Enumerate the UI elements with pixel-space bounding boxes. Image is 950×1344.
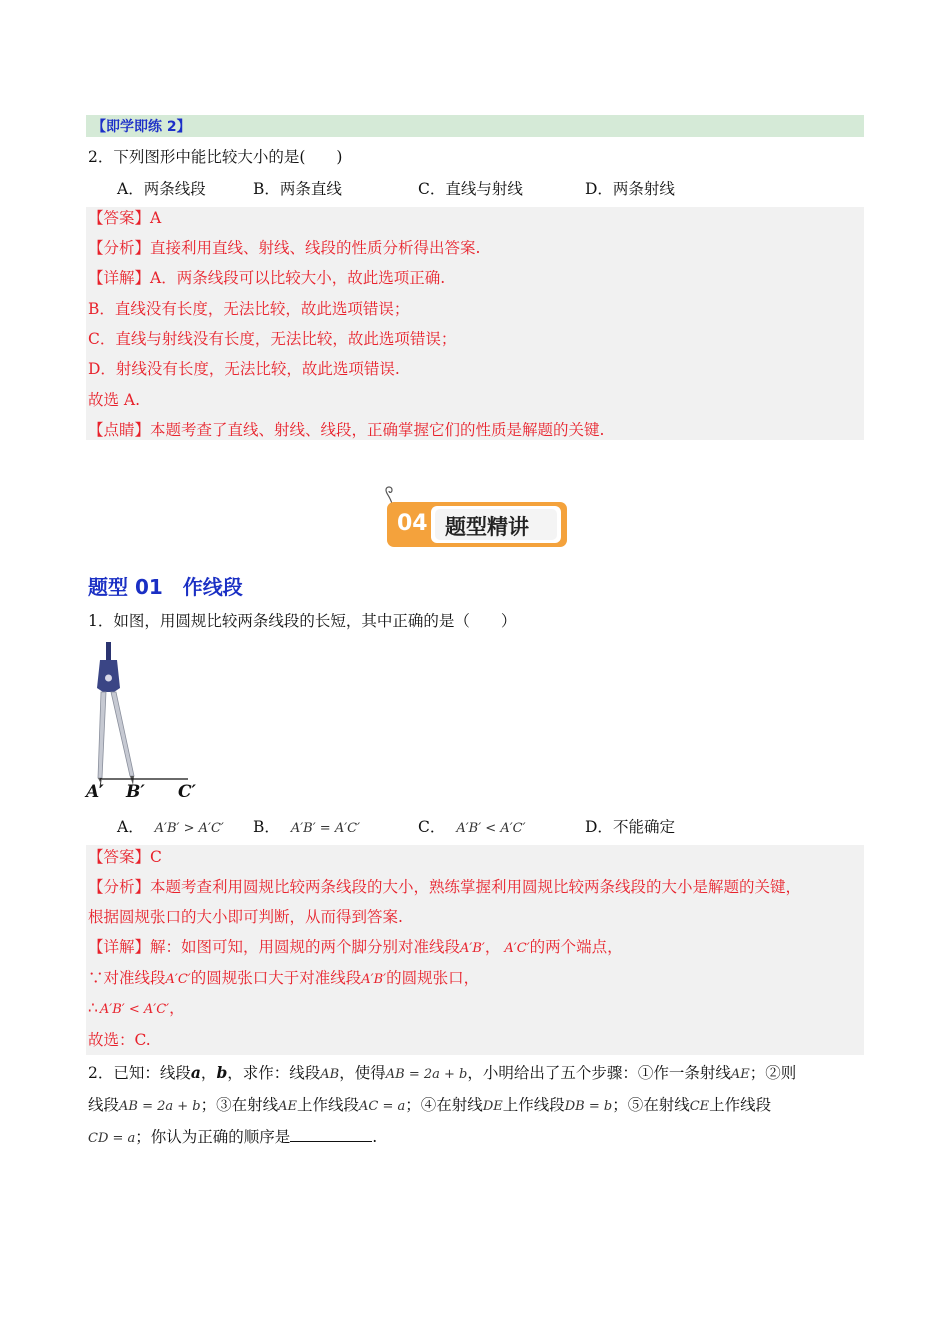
q1-option-a-letter: A． bbox=[117, 818, 144, 836]
detail-text: A．两条线段可以比较大小，故此选项正确. bbox=[150, 269, 446, 287]
q1-option-c bbox=[418, 815, 526, 837]
analysis-tag: 【分析】 bbox=[88, 239, 151, 257]
q2-text: ， bbox=[200, 1064, 217, 1082]
q1-detail-text-a: 解：如图可知，用圆规的两个脚分别对准线段 bbox=[150, 938, 461, 956]
q1-because-c: 的圆规张口， bbox=[386, 969, 480, 987]
practice-option-a: A．两条线段 bbox=[117, 180, 206, 198]
q2-line-2 bbox=[88, 1095, 771, 1117]
compass-left-leg bbox=[98, 692, 106, 778]
q1-analysis-line bbox=[88, 877, 801, 897]
banner-title: 题型精讲 bbox=[445, 515, 529, 539]
q2-text: ；④在射线 bbox=[405, 1096, 483, 1114]
answer-tag: 【答案】 bbox=[88, 209, 151, 227]
practice-remark-line bbox=[88, 420, 604, 440]
remark-text: 本题考查了直线、射线、线段，正确掌握它们的性质是解题的关键. bbox=[150, 421, 605, 439]
q1-answer-line bbox=[88, 847, 162, 867]
label-b-prime: B′ bbox=[126, 782, 145, 802]
q1-analysis-tag: 【分析】 bbox=[88, 878, 151, 896]
q2-text: ；⑤在射线 bbox=[612, 1096, 690, 1114]
q1-option-c-math: A′B′ < A′C′ bbox=[456, 821, 526, 836]
q2-line-1 bbox=[88, 1063, 796, 1085]
section-banner bbox=[387, 502, 567, 547]
q1-question: 1．如图，用圆规比较两条线段的长短，其中正确的是（ ） bbox=[88, 612, 517, 630]
q2-line-3 bbox=[88, 1127, 377, 1149]
practice-detail-c: C．直线与射线没有长度，无法比较，故此选项错误； bbox=[88, 330, 457, 348]
q2-math: CE bbox=[689, 1099, 710, 1114]
q2-text: ，求作：线段 bbox=[227, 1064, 321, 1082]
q1-answer-value: C bbox=[150, 848, 162, 866]
practice-detail-b: B．直线没有长度，无法比较，故此选项错误； bbox=[88, 300, 410, 318]
q1-therefore-b: ， bbox=[169, 999, 185, 1017]
compass-knob bbox=[106, 642, 111, 660]
q1-option-b-letter: B． bbox=[253, 818, 280, 836]
q2-math: AC = a bbox=[359, 1099, 406, 1114]
practice-detail-line bbox=[88, 268, 445, 288]
section-title: 题型 01 作线段 bbox=[88, 575, 243, 599]
practice-label: 【即学即练 2】 bbox=[92, 119, 191, 135]
q1-option-b-math: A′B′ = A′C′ bbox=[290, 821, 361, 836]
answer-blank[interactable] bbox=[290, 1127, 372, 1142]
q1-option-a bbox=[117, 815, 224, 837]
practice-detail-d: D．射线没有长度，无法比较，故此选项错误. bbox=[88, 360, 400, 378]
q1-option-d bbox=[585, 815, 675, 837]
label-a-prime: A′ bbox=[86, 782, 104, 802]
compass-hinge bbox=[105, 675, 112, 682]
q2-var-b: b bbox=[216, 1063, 228, 1082]
q2-text: 上作线段 bbox=[502, 1096, 565, 1114]
q2-math: DB = b bbox=[564, 1099, 613, 1114]
q2-text: ；你认为正确的顺序是 bbox=[135, 1128, 291, 1146]
q2-math: AB bbox=[320, 1067, 340, 1082]
banner-number: 04 bbox=[397, 511, 428, 536]
q1-conclusion: 故选：C. bbox=[88, 1031, 151, 1049]
q2-math: AE bbox=[278, 1099, 298, 1114]
q2-text: ；②则 bbox=[749, 1064, 797, 1082]
q2-math: AE bbox=[730, 1067, 750, 1082]
q2-math: AB = 2a + b bbox=[385, 1067, 468, 1082]
q1-therefore-line bbox=[88, 998, 185, 1020]
q2-var-a: a bbox=[190, 1063, 201, 1082]
q1-therefore-math: A′B′ < A′C′ bbox=[99, 1002, 170, 1017]
q1-detail-math-1: A′B′ bbox=[460, 941, 485, 956]
q2-text: . bbox=[372, 1128, 378, 1146]
q1-detail-text-c: 的两个端点， bbox=[529, 938, 623, 956]
q2-text: ；③在射线 bbox=[200, 1096, 279, 1114]
practice-option-d: D．两条射线 bbox=[585, 180, 675, 198]
compass-right-leg bbox=[111, 692, 134, 776]
q1-detail-math-2: A′C′ bbox=[504, 941, 530, 956]
q2-text: 线段 bbox=[88, 1096, 120, 1114]
q1-detail-tag: 【详解】 bbox=[88, 938, 151, 956]
detail-tag: 【详解】 bbox=[88, 269, 151, 287]
q2-math: AB = 2a + b bbox=[119, 1099, 201, 1114]
q2-text: ，使得 bbox=[339, 1064, 386, 1082]
q1-option-c-letter: C． bbox=[418, 818, 446, 836]
q2-text: 上作线段 bbox=[297, 1096, 360, 1114]
q1-because-line bbox=[88, 968, 479, 990]
practice-answer-line bbox=[88, 208, 161, 228]
practice-header-bar bbox=[86, 115, 864, 137]
q2-math: DE bbox=[482, 1099, 503, 1114]
answer-value: A bbox=[150, 209, 162, 227]
q1-detail-text-b: ， bbox=[484, 938, 501, 956]
q2-math: CD = a bbox=[88, 1131, 136, 1146]
practice-question: 2．下列图形中能比较大小的是( ) bbox=[88, 148, 343, 166]
practice-option-c: C．直线与射线 bbox=[418, 180, 523, 198]
q1-because-math-1: A′C′ bbox=[165, 972, 191, 987]
q1-analysis-text-1: 本题考查利用圆规比较两条线段的大小，熟练掌握利用圆规比较两条线段的大小是解题的关键， bbox=[150, 878, 802, 896]
q1-option-b bbox=[253, 815, 360, 837]
q1-because-math-2: A′B′ bbox=[361, 972, 387, 987]
q2-text: ，小明给出了五个步骤：①作一条射线 bbox=[467, 1064, 731, 1082]
remark-tag: 【点睛】 bbox=[88, 421, 151, 439]
compass-figure bbox=[84, 640, 197, 805]
label-c-prime: C′ bbox=[178, 782, 197, 802]
q1-option-d-text: 不能确定 bbox=[612, 818, 675, 836]
q1-because-a: ∵对准线段 bbox=[88, 969, 166, 987]
analysis-text: 直接利用直线、射线、线段的性质分析得出答案. bbox=[150, 239, 481, 257]
practice-analysis-line bbox=[88, 238, 480, 258]
q1-therefore-a: ∴ bbox=[88, 999, 98, 1017]
practice-option-b: B．两条直线 bbox=[253, 180, 342, 198]
q1-option-a-math: A′B′ > A′C′ bbox=[154, 821, 224, 836]
q1-analysis-text-2: 根据圆规张口的大小即可判断，从而得到答案. bbox=[88, 908, 403, 926]
q1-answer-tag: 【答案】 bbox=[88, 848, 151, 866]
q1-detail-line bbox=[88, 937, 623, 959]
q1-because-b: 的圆规张口大于对准线段 bbox=[190, 969, 362, 987]
q1-option-d-letter: D． bbox=[585, 818, 613, 836]
q2-text: 2．已知：线段 bbox=[88, 1064, 191, 1082]
practice-conclusion: 故选 A. bbox=[88, 391, 141, 409]
q2-text: 上作线段 bbox=[709, 1096, 772, 1114]
